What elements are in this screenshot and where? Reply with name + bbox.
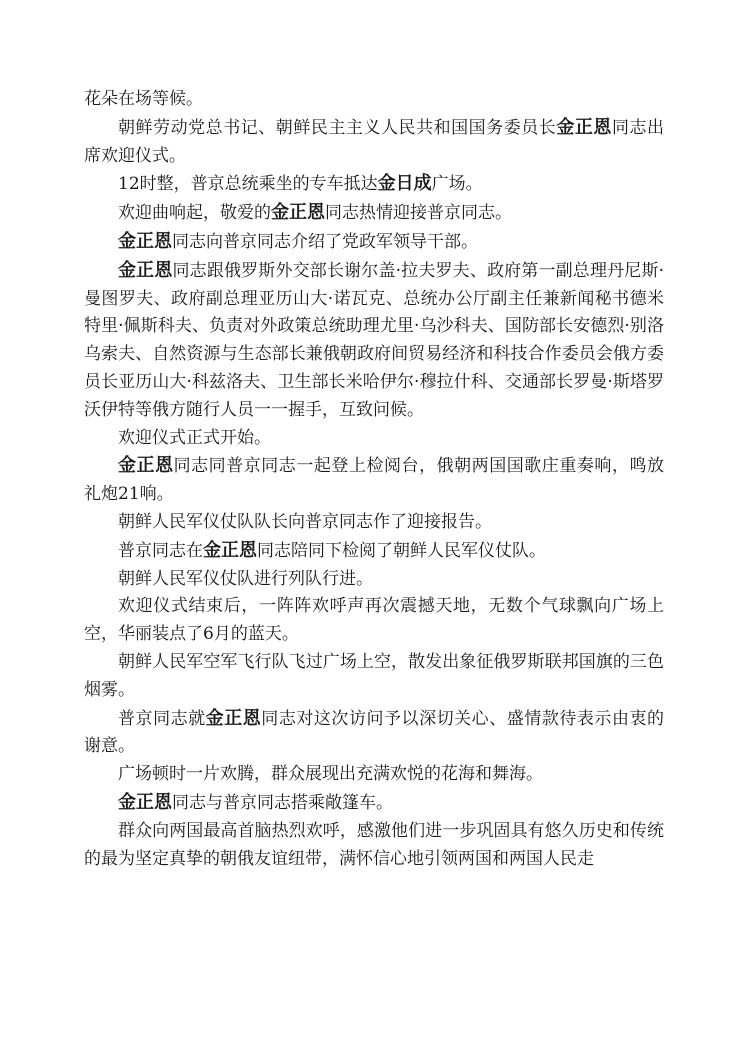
paragraph	[84, 199, 664, 228]
paragraph	[84, 228, 664, 257]
paragraph	[84, 509, 664, 537]
paragraph-text: 广场顿时一片欢腾，群众展现出充满欢悦的花海和舞海。	[118, 764, 543, 785]
emphasized-name: 金正恩	[556, 116, 612, 138]
paragraph	[84, 649, 664, 705]
paragraph-text: 欢迎仪式正式开始。	[118, 427, 271, 448]
paragraph	[84, 789, 664, 818]
paragraph	[84, 86, 664, 114]
emphasized-name: 金正恩	[203, 539, 257, 561]
paragraph	[84, 257, 664, 425]
paragraph-text: 同志跟俄罗斯外交部长谢尔盖·拉夫罗夫、政府第一副总理丹尼斯·曼图罗夫、政府副总理亚历山大·诺瓦克、总统办公厅副主任兼新闻秘书德米特里·佩斯科夫、负责对外政策总统助理尤里·乌沙科夫、国防部长安德烈·别洛乌索夫、自然资源与生态部长兼俄朝政府间贸易经济和科技合作委员会俄方委员长亚历山大·科兹洛夫、卫生部长米哈伊尔·穆拉什科、交通部长罗曼·斯塔罗沃伊特等俄方随行人员一一握手，互致问候。	[84, 260, 665, 420]
paragraph-text: 朝鲜劳动党总书记、朝鲜民主主义人民共和国国务委员长	[118, 117, 557, 138]
emphasized-name: 金正恩	[118, 455, 174, 477]
paragraph	[84, 452, 664, 509]
paragraph-text: 12时整，普京总统乘坐的专车抵达	[118, 174, 378, 195]
paragraph-text: 朝鲜人民军空军飞行队飞过广场上空，散发出象征俄罗斯联邦国旗的三色烟雾。	[84, 651, 664, 700]
paragraph-text: 普京同志在	[118, 540, 203, 561]
paragraph-text: 朝鲜人民军仪仗队进行列队行进。	[118, 568, 373, 589]
paragraph-text: 同志对这次访问予以深切关心、盛情款待表示由衷的谢意。	[84, 708, 665, 757]
paragraph	[84, 818, 664, 874]
paragraph-text: 欢迎仪式结束后，一阵阵欢呼声再次震撼天地，无数个气球飘向广场上空，华丽装点了6月的蓝天。	[84, 596, 664, 645]
emphasized-name: 金正恩	[118, 259, 173, 281]
paragraph	[84, 593, 664, 649]
paragraph	[84, 425, 664, 453]
paragraph-text: 普京同志就	[118, 708, 206, 729]
paragraph-text: 同志向普京同志介绍了党政军领导干部。	[172, 231, 478, 252]
emphasized-name: 金正恩	[118, 791, 172, 813]
paragraph	[84, 114, 664, 171]
paragraph-text: 同志陪同下检阅了朝鲜人民军仪仗队。	[257, 540, 546, 561]
paragraph-text: 同志同普京同志一起登上检阅台，俄朝两国国歌庄重奏响，鸣放礼炮21响。	[84, 456, 665, 505]
emphasized-name: 金正恩	[205, 707, 262, 729]
paragraph-text: 欢迎曲响起，敬爱的	[118, 203, 271, 224]
paragraph	[84, 761, 664, 789]
paragraph	[84, 170, 664, 199]
emphasized-name: 金正恩	[271, 202, 325, 224]
article-body	[84, 86, 664, 873]
paragraph-text: 花朵在场等候。	[84, 89, 203, 109]
paragraph-text: 广场。	[431, 174, 483, 195]
emphasized-name: 金日成	[377, 173, 432, 195]
paragraph-text: 同志热情迎接普京同志。	[325, 203, 512, 224]
paragraph-text: 群众向两国最高首脑热烈欢呼，感激他们进一步巩固具有悠久历史和传统的最为坚定真挚的朝俄友谊纽带，满怀信心地引领两国和两国人民走	[84, 820, 664, 869]
paragraph-text: 朝鲜人民军仪仗队队长向普京同志作了迎接报告。	[118, 511, 492, 532]
paragraph-text: 同志出席欢迎仪式。	[84, 117, 665, 166]
paragraph	[84, 705, 664, 762]
paragraph	[84, 566, 664, 594]
paragraph-text: 同志与普京同志搭乘敞篷车。	[172, 792, 393, 813]
emphasized-name: 金正恩	[118, 230, 172, 252]
paragraph	[84, 537, 664, 566]
